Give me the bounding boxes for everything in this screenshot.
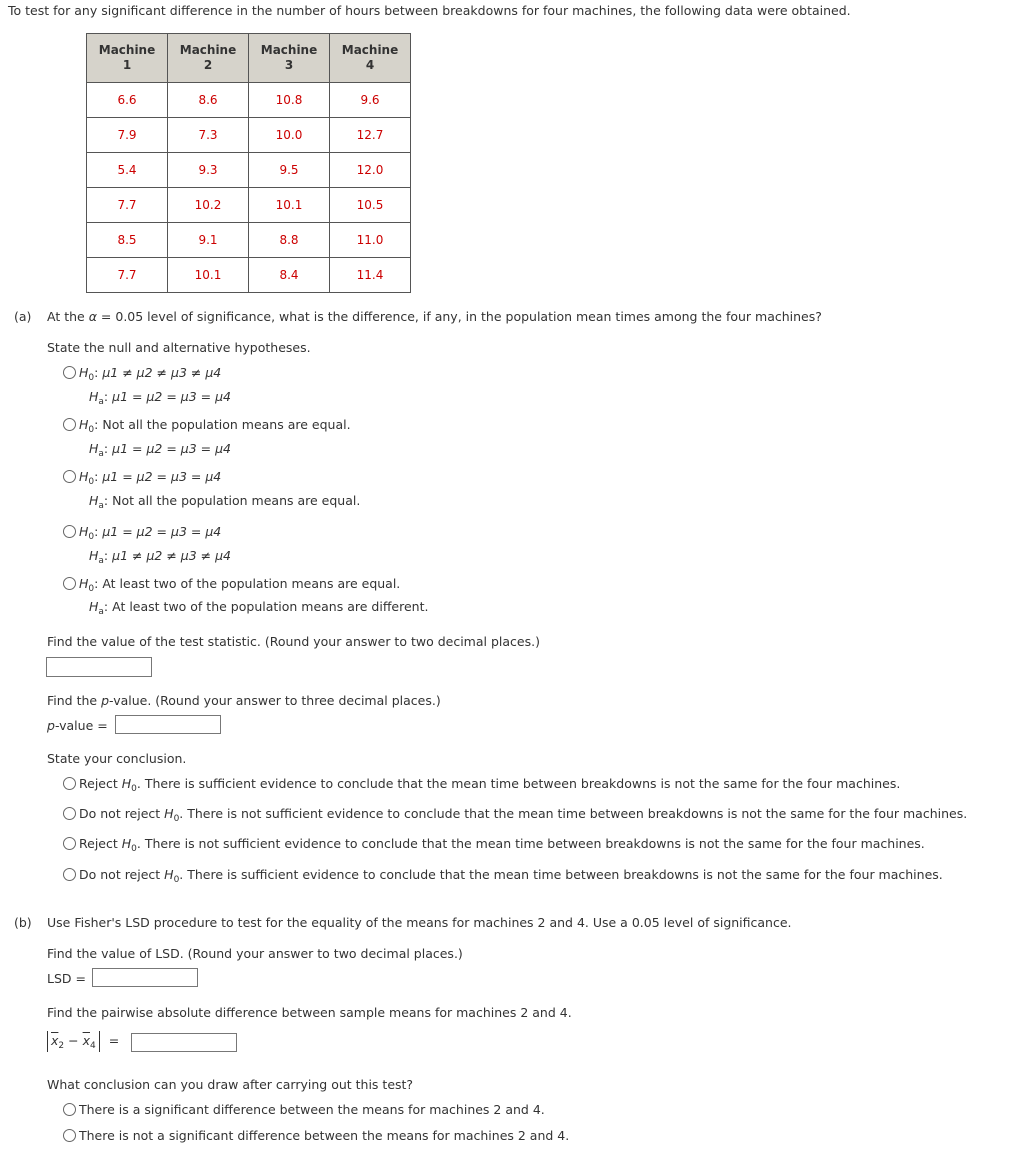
table-cell: 8.5 <box>87 223 168 258</box>
table-cell: 9.5 <box>249 153 330 188</box>
p-value-prompt: Find the p-value. (Round your answer to three decimal places.) <box>47 693 441 708</box>
table-cell: 7.9 <box>87 118 168 153</box>
part-a-label: (a) <box>14 309 32 324</box>
hyp-option-4[interactable]: $H_0$: μ1 = μ2 = μ3 = μ4 <box>63 524 221 539</box>
table-row <box>87 258 411 293</box>
hyp-option-3-ha: $H_a$: Not all the population means are equal. <box>89 493 361 511</box>
radio-button[interactable] <box>63 777 76 790</box>
table-cell: 9.3 <box>168 153 249 188</box>
p-value-input[interactable] <box>115 715 221 734</box>
table-cell: 10.8 <box>249 83 330 118</box>
radio-button[interactable] <box>63 868 76 881</box>
lsd-label: LSD = <box>47 971 86 986</box>
abs-diff-expression: $\overline{x}_2 - \overline{x}_4$ = <box>47 1031 119 1052</box>
hypotheses-prompt: State the null and alternative hypotheses. <box>47 340 311 355</box>
part-b-option-2[interactable]: There is not a significant difference between the means for machines 2 and 4. <box>63 1128 569 1143</box>
part-b-question: Use Fisher's LSD procedure to test for the equality of the means for machines 2 and 4. Use a 0.05 level of significance. <box>47 915 792 930</box>
table-cell: 9.1 <box>168 223 249 258</box>
table-cell: 6.6 <box>87 83 168 118</box>
p-value-label: p-value = <box>47 718 108 733</box>
radio-button[interactable] <box>63 470 76 483</box>
table-cell: 10.0 <box>249 118 330 153</box>
header-machine-1: Machine 1 <box>87 34 168 83</box>
intro-text: To test for any significant difference in the number of hours between breakdowns for four machines, the following data were obtained. <box>8 3 851 18</box>
table-cell: 7.7 <box>87 188 168 223</box>
table-row <box>87 118 411 153</box>
table-cell: 10.1 <box>249 188 330 223</box>
table-cell: 8.8 <box>249 223 330 258</box>
conclusion-prompt: State your conclusion. <box>47 751 187 766</box>
table-row <box>87 188 411 223</box>
table-cell: 7.3 <box>168 118 249 153</box>
table-cell: 12.7 <box>330 118 411 153</box>
conclusion-option-2[interactable]: Do not reject $H_0$. There is not sufficient evidence to conclude that the mean time between breakdowns is not the same for the four machines. <box>63 806 967 821</box>
lsd-prompt: Find the value of LSD. (Round your answer to two decimal places.) <box>47 946 463 961</box>
abs-diff-input[interactable] <box>131 1033 237 1052</box>
hyp-option-1-ha: $H_a$: μ1 = μ2 = μ3 = μ4 <box>89 389 232 407</box>
radio-button[interactable] <box>63 525 76 538</box>
data-table <box>86 33 411 293</box>
table-cell: 11.4 <box>330 258 411 293</box>
header-machine-2: Machine 2 <box>168 34 249 83</box>
hyp-option-4-ha: $H_a$: μ1 ≠ μ2 ≠ μ3 ≠ μ4 <box>89 548 232 566</box>
part-b-option-1[interactable]: There is a significant difference between the means for machines 2 and 4. <box>63 1102 545 1117</box>
conclusion-option-4[interactable]: Do not reject $H_0$. There is sufficient evidence to conclude that the mean time between breakdowns is not the same for the four machines. <box>63 867 943 882</box>
radio-button[interactable] <box>63 366 76 379</box>
test-statistic-input[interactable] <box>46 657 152 677</box>
table-row <box>87 83 411 118</box>
hyp-option-1[interactable]: $H_0$: μ1 ≠ μ2 ≠ μ3 ≠ μ4 <box>63 365 221 380</box>
conclusion-option-3[interactable]: Reject $H_0$. There is not sufficient evidence to conclude that the mean time between breakdowns is not the same for the four machines. <box>63 836 925 851</box>
header-machine-4: Machine 4 <box>330 34 411 83</box>
difference-prompt: Find the pairwise absolute difference between sample means for machines 2 and 4. <box>47 1005 572 1020</box>
table-cell: 8.6 <box>168 83 249 118</box>
table-cell: 8.4 <box>249 258 330 293</box>
table-cell: 7.7 <box>87 258 168 293</box>
hyp-option-2[interactable]: $H_0$: Not all the population means are equal. <box>63 417 351 432</box>
hyp-option-2-ha: $H_a$: μ1 = μ2 = μ3 = μ4 <box>89 441 232 459</box>
table-cell: 5.4 <box>87 153 168 188</box>
hyp-option-5[interactable]: $H_0$: At least two of the population means are equal. <box>63 576 400 591</box>
part-b-label: (b) <box>14 915 32 930</box>
radio-button[interactable] <box>63 1129 76 1142</box>
test-statistic-prompt: Find the value of the test statistic. (Round your answer to two decimal places.) <box>47 634 540 649</box>
radio-button[interactable] <box>63 418 76 431</box>
table-cell: 11.0 <box>330 223 411 258</box>
radio-button[interactable] <box>63 837 76 850</box>
header-machine-3: Machine 3 <box>249 34 330 83</box>
part-b-conclusion-prompt: What conclusion can you draw after carrying out this test? <box>47 1077 414 1092</box>
lsd-input[interactable] <box>92 968 198 987</box>
table-cell: 12.0 <box>330 153 411 188</box>
table-row <box>87 223 411 258</box>
table-cell: 10.1 <box>168 258 249 293</box>
hyp-option-5-ha: $H_a$: At least two of the population means are different. <box>89 599 429 617</box>
table-cell: 9.6 <box>330 83 411 118</box>
conclusion-option-1[interactable]: Reject $H_0$. There is sufficient evidence to conclude that the mean time between breakdowns is not the same for the four machines. <box>63 776 900 791</box>
table-cell: 10.5 <box>330 188 411 223</box>
radio-button[interactable] <box>63 1103 76 1116</box>
table-row <box>87 153 411 188</box>
radio-button[interactable] <box>63 807 76 820</box>
part-a-question: At the α = 0.05 level of significance, what is the difference, if any, in the population mean times among the four machines? <box>47 309 822 324</box>
hyp-option-3[interactable]: $H_0$: μ1 = μ2 = μ3 = μ4 <box>63 469 221 484</box>
table-cell: 10.2 <box>168 188 249 223</box>
radio-button[interactable] <box>63 577 76 590</box>
